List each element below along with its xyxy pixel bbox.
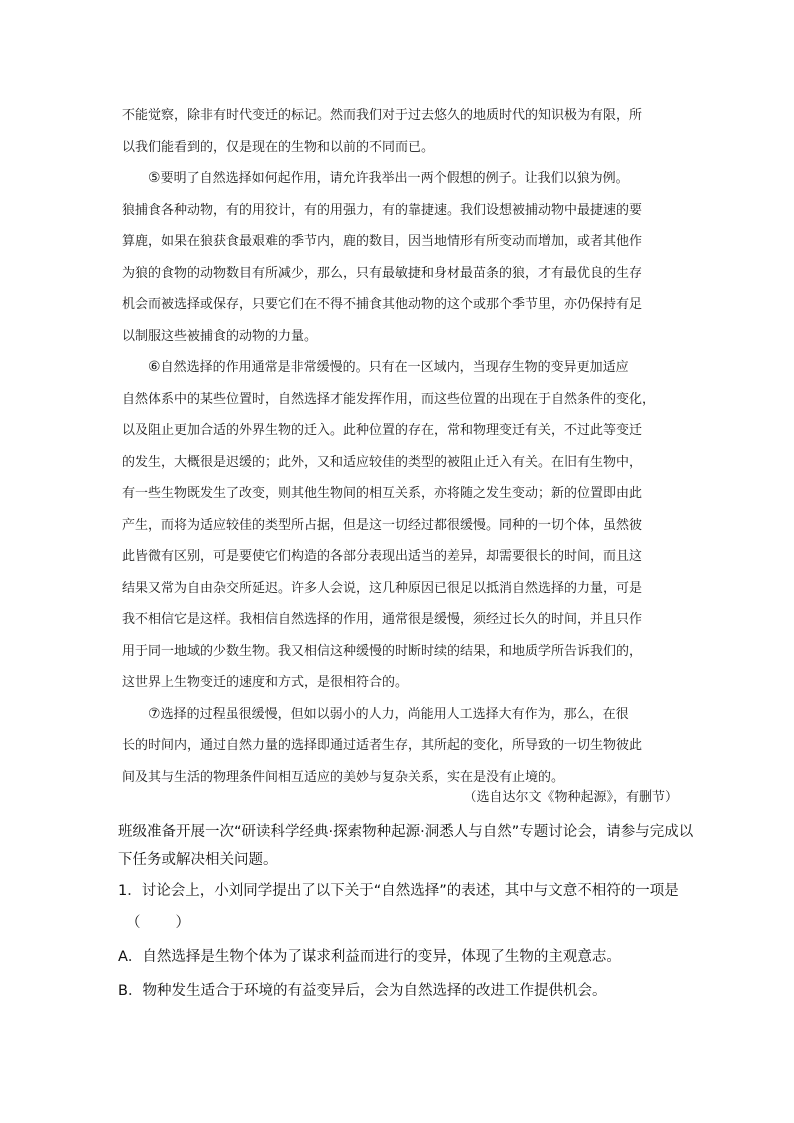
passage-line: 自然体系中的某些位置时，自然选择才能发挥作用，而这些位置的出现在于自然条件的变化， — [122, 391, 656, 407]
passage-line: 以及阻止更加合适的外界生物的迁入。此种位置的存在，常和物理变迁有关，不过此等变迁 — [122, 423, 643, 438]
passage-line: 以我们能看到的，仅是现在的生物和以前的不同而已。 — [122, 139, 435, 155]
passage-line: 这世界上生物变迁的速度和方式，是很相符合的。 — [122, 675, 409, 690]
passage-line: 我不相信它是这样。我相信自然选择的作用，通常很是缓慢，须经过长久的时间，并且只作 — [122, 612, 643, 627]
paragraph-7-first-line: ⑦选择的过程虽很缓慢，但如以弱小的人力，尚能用人工选择大有作为，那么，在很 — [148, 705, 629, 722]
passage-line: 的发生，大概很是迟缓的；此外，又和适应较佳的类型的被阻止迁入有关。在旧有生物中， — [122, 454, 643, 470]
passage-line: 机会而被选择或保存，只要它们在不得不捕食其他动物的这个或那个季节里，亦仍保持有足 — [122, 297, 643, 312]
passage-line: 算鹿，如果在狼获食最艰难的季节内，鹿的数目，因当地情形有所变动而增加，或者其他作 — [122, 234, 643, 249]
passage-line: 长的时间内，通过自然力量的选择即通过适者生存，其所起的变化，所导致的一切生物彼此 — [122, 738, 643, 753]
passage-line: 产生，而将为适应较佳的类型所占据，但是这一切经过都很缓慢。同种的一切个体，虽然彼 — [122, 517, 643, 533]
paragraph-6-first-line: ⑥自然选择的作用通常是非常缓慢的。只有在一区域内，当现存生物的变异更加适应 — [148, 359, 629, 375]
question-stem: 1．讨论会上，小刘同学提出了以下关于“自然选择”的表述，其中与文意不相符的一项是 — [118, 883, 679, 899]
article-passage — [122, 100, 678, 793]
passage-line: 用于同一地域的少数生物。我又相信这种缓慢的时断时续的结果，和地质学所告诉我们的， — [122, 643, 643, 659]
paragraph-number-5: ⑤ — [148, 170, 161, 186]
option-b: B．物种发生适合于环境的有益变异后，会为自然选择的改进工作提供机会。 — [118, 983, 607, 999]
option-a: A．自然选择是生物个体为了谋求利益而进行的变异，体现了生物的主观意志。 — [118, 949, 621, 965]
passage-line: 有一些生物既发生了改变，则其他生物间的相互关系，亦将随之发生变动；新的位置即由此 — [122, 486, 643, 501]
passage-line: 不能觉察，除非有时代变迁的标记。然而我们对于过去悠久的地质时代的知识极为有限，所 — [122, 108, 643, 123]
passage-line: 狼捕食各种动物，有的用狡计，有的用强力，有的靠捷速。我们设想被捕动物中最捷速的要 — [122, 202, 643, 218]
passage-line: 为狼的食物的动物数目有所减少，那么，只有最敏捷和身材最苗条的狼，才有最优良的生存 — [122, 265, 643, 281]
passage-line: 间及其与生活的物理条件间相互适应的美妙与复杂关系，实在是没有止境的。 — [122, 769, 565, 785]
task-intro-line: 下任务或解决相关问题。 — [118, 852, 278, 868]
passage-line: 以制服这些被捕食的动物的力量。 — [122, 328, 318, 344]
passage-line: 结果又常为自由杂交所延迟。许多人会说，这几种原因已很足以抵消自然选择的力量，可是 — [122, 580, 643, 596]
paragraph-number-7: ⑦ — [148, 705, 161, 722]
paragraph-number-6: ⑥ — [148, 359, 161, 375]
passage-line: 此皆微有区别，可是要使它们构造的各部分表现出适当的差异，却需要很长的时间，而且这 — [122, 549, 643, 564]
task-intro-line: 班级准备开展一次“研读科学经典·探索物种起源·洞悉人与自然”专题讨论会，请参与完成以 — [118, 824, 694, 840]
source-citation: （选自达尔文《物种起源》，有删节） — [463, 790, 678, 805]
paragraph-5-first-line: ⑤要明了自然选择如何起作用，请允许我举出一两个假想的例子。让我们以狼为例。 — [148, 170, 629, 186]
answer-blank: （ ） — [126, 915, 192, 931]
question-section — [118, 818, 694, 1005]
